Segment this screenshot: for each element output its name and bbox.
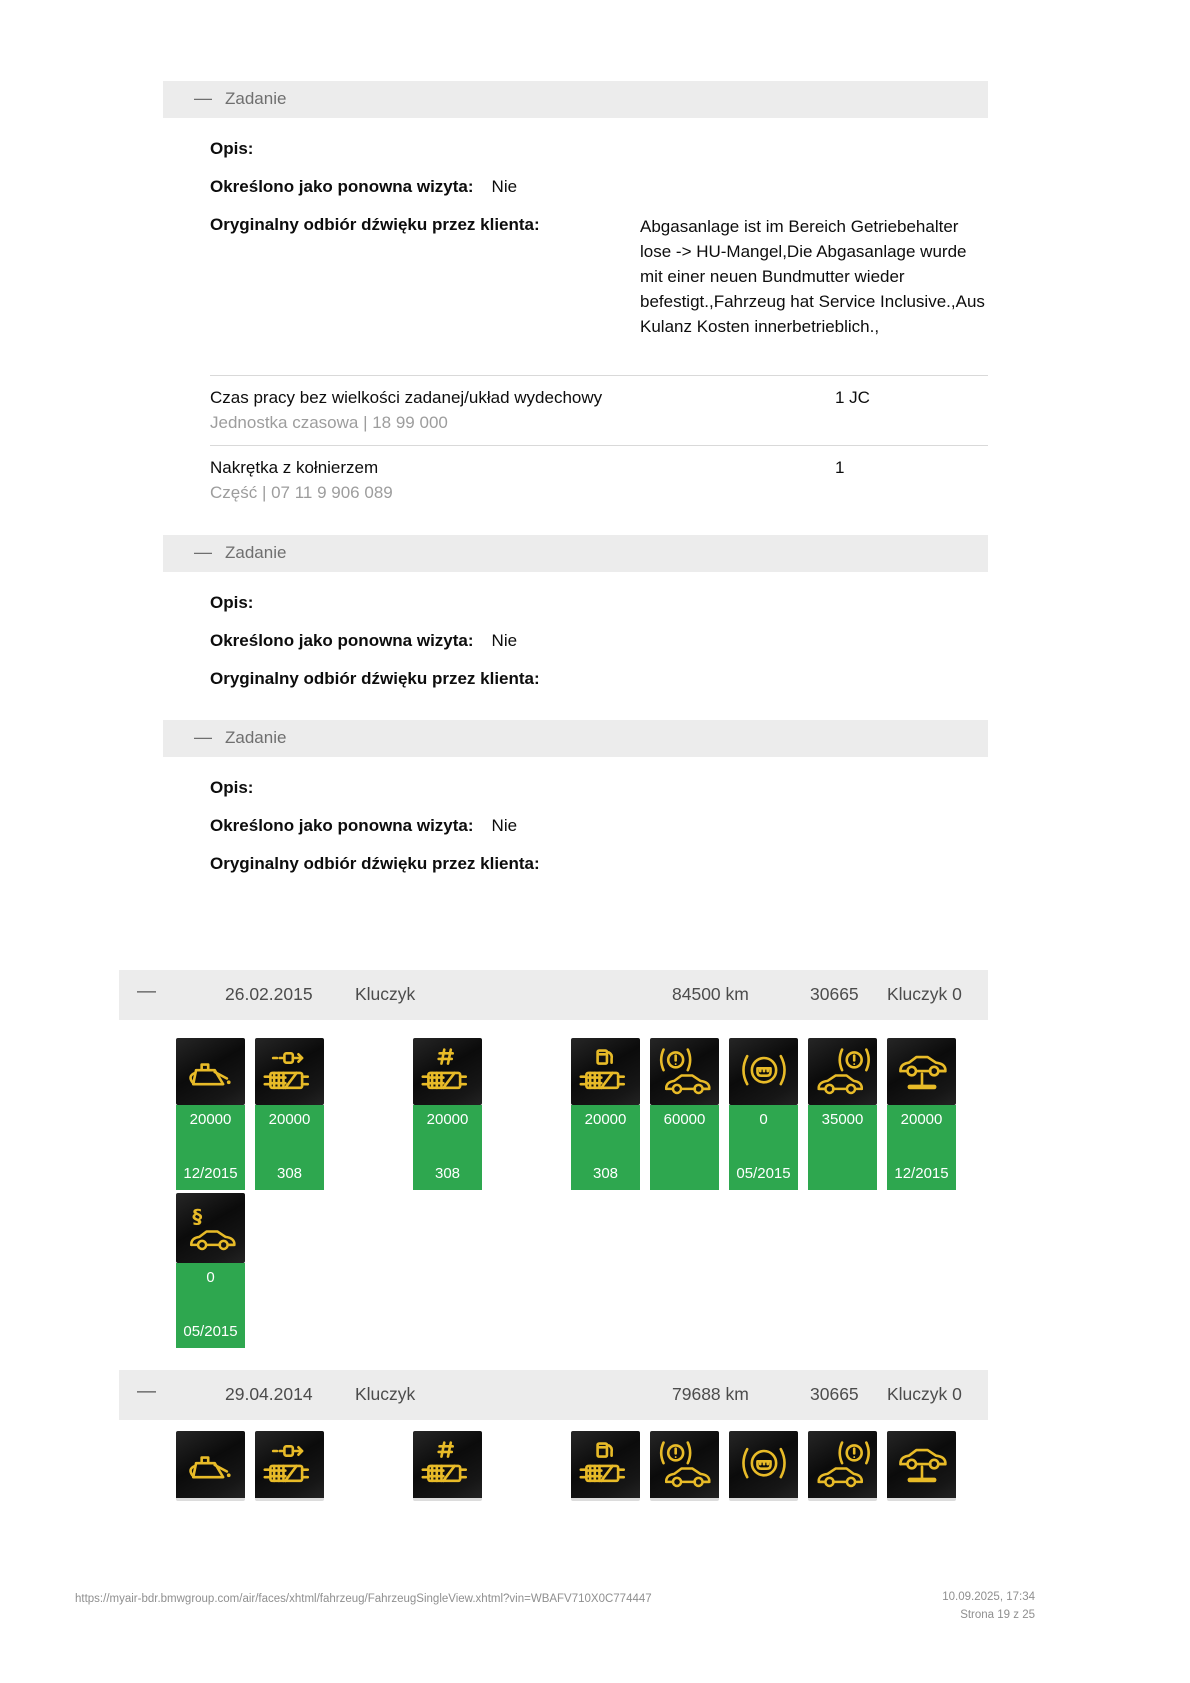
description-label: Opis: <box>210 778 254 797</box>
revisit-row <box>210 815 517 836</box>
brake-fluid-icon <box>729 1431 798 1501</box>
service-tile-vehicle-lift <box>887 1038 956 1190</box>
service-tile-brake-fluid <box>729 1431 798 1501</box>
service-due: 308 <box>592 1165 619 1182</box>
service-interval: 20000 <box>426 1111 469 1128</box>
revisit-label: Określono jako ponowna wizyta: <box>210 631 474 650</box>
visit-key: Kluczyk 0 <box>887 1384 962 1404</box>
service-interval: 0 <box>206 1269 215 1286</box>
visit-key: Kluczyk 0 <box>887 984 962 1004</box>
service-due: 308 <box>434 1165 461 1182</box>
service-tile-brake-front <box>650 1038 719 1190</box>
footer-url: https://myair-bdr.bmwgroup.com/air/faces/xhtml/fahrzeug/FahrzeugSingleView.xhtml?vin=WBAFV710X0C774447 <box>75 1593 652 1605</box>
service-tile-fuel-filter <box>571 1038 640 1190</box>
sound-value: Abgasanlage ist im Bereich Getriebehalter lose -> HU-Mangel,Die Abgasanlage wurde mit einer neuen Bundmutter wieder befestigt.,Fahrzeug hat Service Inclusive.,Aus Kulanz Kosten innerbetrieblich., <box>640 217 985 336</box>
service-due: 12/2015 <box>183 1165 238 1182</box>
collapse-icon[interactable]: — <box>194 88 212 108</box>
service-tile-vehicle-lift <box>887 1431 956 1501</box>
part-item-row <box>210 445 988 516</box>
task-section-title: Zadanie <box>225 543 287 562</box>
service-interval: 0 <box>759 1111 768 1128</box>
sound-label: Oryginalny odbiór dźwięku przez klienta: <box>210 669 540 688</box>
collapse-icon[interactable]: — <box>137 981 156 1002</box>
item-quantity: 1 <box>835 458 845 477</box>
engine-oil-icon <box>176 1038 245 1105</box>
brake-fluid-icon <box>729 1038 798 1105</box>
task-section-title: Zadanie <box>225 728 287 747</box>
revisit-label: Określono jako ponowna wizyta: <box>210 177 474 196</box>
footer-page-number: Strona 19 z 25 <box>960 1609 1035 1621</box>
collapse-icon[interactable]: — <box>137 1381 156 1402</box>
service-interval: 60000 <box>663 1111 706 1128</box>
revisit-value: Nie <box>491 631 518 650</box>
service-tile-values <box>650 1105 719 1190</box>
task-section-header[interactable] <box>163 81 988 118</box>
service-interval: 20000 <box>268 1111 311 1128</box>
revisit-label: Określono jako ponowna wizyta: <box>210 816 474 835</box>
item-detail: Jednostka czasowa | 18 99 000 <box>210 413 448 432</box>
visit-date: 29.04.2014 <box>225 1384 313 1404</box>
engine-oil-icon <box>176 1431 245 1501</box>
service-due: 05/2015 <box>736 1165 791 1182</box>
service-interval: 20000 <box>900 1111 943 1128</box>
service-tile-values <box>808 1105 877 1190</box>
sound-row <box>210 853 540 874</box>
brake-rear-icon <box>808 1431 877 1501</box>
sound-label: Oryginalny odbiór dźwięku przez klienta: <box>210 854 540 873</box>
service-tile-brake-fluid <box>729 1038 798 1190</box>
description-row <box>210 592 253 613</box>
service-due: 308 <box>276 1165 303 1182</box>
service-tile-statutory-inspection <box>176 1193 245 1348</box>
service-tile-brake-front <box>650 1431 719 1501</box>
visit-mileage: 84500 km <box>672 984 749 1004</box>
item-name: Czas pracy bez wielkości zadanej/układ wydechowy <box>210 388 603 407</box>
exhaust-inspection-icon <box>413 1431 482 1501</box>
exhaust-inspection-icon <box>413 1038 482 1105</box>
description-label: Opis: <box>210 139 254 158</box>
visit-source: Kluczyk <box>355 984 416 1004</box>
service-interval: 20000 <box>189 1111 232 1128</box>
service-tile-exhaust-emission <box>255 1038 324 1190</box>
statutory-inspection-icon <box>176 1193 245 1263</box>
service-tile-exhaust-emission <box>255 1431 324 1501</box>
service-tile-values <box>255 1105 324 1190</box>
labor-item-row <box>210 375 988 445</box>
service-tile-values <box>176 1263 245 1348</box>
revisit-row <box>210 176 517 197</box>
service-tile-fuel-filter <box>571 1431 640 1501</box>
service-tile-brake-rear <box>808 1038 877 1190</box>
service-tile-exhaust-inspection <box>413 1431 482 1501</box>
collapse-icon[interactable]: — <box>194 727 212 747</box>
footer-datetime: 10.09.2025, 17:34 <box>942 1591 1035 1603</box>
visit-date: 26.02.2015 <box>225 984 313 1004</box>
service-interval: 35000 <box>821 1111 864 1128</box>
brake-front-icon <box>650 1038 719 1105</box>
service-due: 05/2015 <box>183 1323 238 1340</box>
revisit-row <box>210 630 517 651</box>
service-due: 12/2015 <box>894 1165 949 1182</box>
service-interval: 20000 <box>584 1111 627 1128</box>
item-quantity: 1 JC <box>835 388 870 407</box>
service-tile-exhaust-inspection <box>413 1038 482 1190</box>
service-tile-values <box>176 1105 245 1190</box>
service-tile-values <box>413 1105 482 1190</box>
task-section-header[interactable] <box>163 535 988 572</box>
service-tile-values <box>571 1105 640 1190</box>
item-name: Nakrętka z kołnierzem <box>210 458 379 477</box>
vehicle-lift-icon <box>887 1038 956 1105</box>
visit-number: 30665 <box>810 1384 859 1404</box>
sound-label: Oryginalny odbiór dźwięku przez klienta: <box>210 215 540 234</box>
visit-mileage: 79688 km <box>672 1384 749 1404</box>
visit-source: Kluczyk <box>355 1384 416 1404</box>
revisit-value: Nie <box>491 816 518 835</box>
task-section-title: Zadanie <box>225 89 287 108</box>
sound-row <box>210 214 540 235</box>
sound-row <box>210 668 540 689</box>
visit-header[interactable] <box>119 970 988 1020</box>
brake-front-icon <box>650 1431 719 1501</box>
fuel-filter-icon <box>571 1431 640 1501</box>
service-tile-engine-oil <box>176 1038 245 1190</box>
item-detail: Część | 07 11 9 906 089 <box>210 483 393 502</box>
description-row <box>210 138 253 159</box>
description-row <box>210 777 253 798</box>
fuel-filter-icon <box>571 1038 640 1105</box>
revisit-value: Nie <box>491 177 518 196</box>
exhaust-emission-icon <box>255 1038 324 1105</box>
service-tile-values <box>729 1105 798 1190</box>
description-label: Opis: <box>210 593 254 612</box>
service-tile-engine-oil <box>176 1431 245 1501</box>
vehicle-lift-icon <box>887 1431 956 1501</box>
brake-rear-icon <box>808 1038 877 1105</box>
exhaust-emission-icon <box>255 1431 324 1501</box>
task-section-header[interactable] <box>163 720 988 757</box>
visit-header[interactable] <box>119 1370 988 1420</box>
collapse-icon[interactable]: — <box>194 542 212 562</box>
service-tile-values <box>887 1105 956 1190</box>
service-tile-brake-rear <box>808 1431 877 1501</box>
visit-number: 30665 <box>810 984 859 1004</box>
